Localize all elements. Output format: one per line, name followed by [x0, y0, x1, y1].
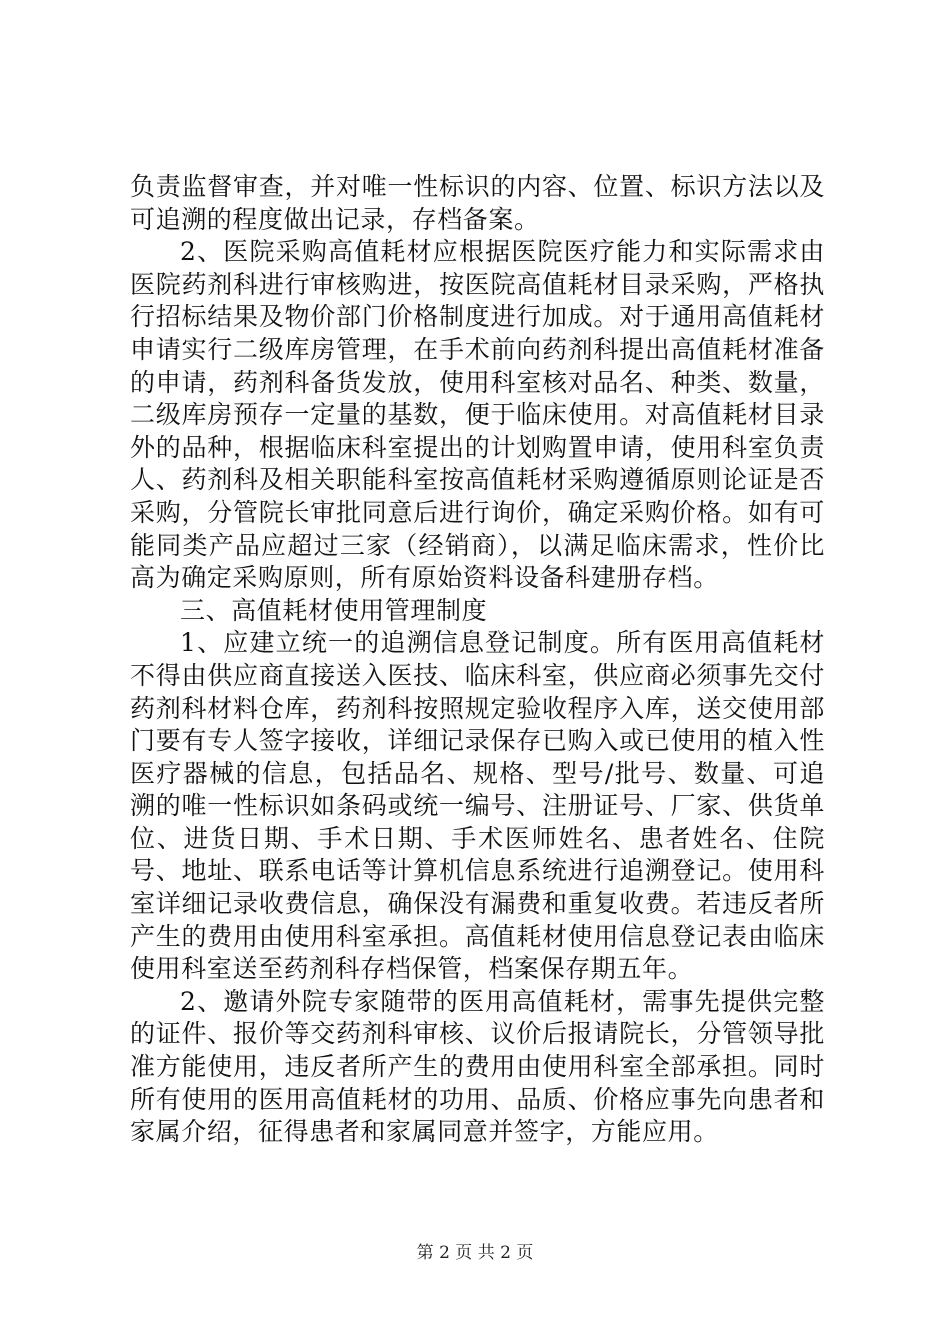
- section-heading-usage-management: 三、高值耗材使用管理制度: [180, 595, 488, 625]
- paragraph-procurement: 2、医院采购高值耗材应根据医院医疗能力和实际需求由医院药剂科进行审核购进，按医院高值耗材目录采购，严格执行招标结果及物价部门价格制度进行加成。对于通用高值耗材申请实行二级库房管理，在手术前向药剂科提出高值耗材准备的申请，药剂科备货发放，使用科室核对品名、种类、数量，二级库房预存一定量的基数，便于临床使用。对高值耗材目录外的品种，根据临床科室提出的计划购置申请，使用科室负责人、药剂科及相关职能科室按高值耗材采购遵循原则论证是否采购，分管院长审批同意后进行询价，确定采购价格。如有可能同类产品应超过三家（经销商），以满足临床需求，性价比高为确定采购原则，所有原始资料设备科建册存档。: [130, 237, 825, 593]
- paragraph-traceability: 1、应建立统一的追溯信息登记制度。所有医用高值耗材不得由供应商直接送入医技、临床科室，供应商必须事先交付药剂科材料仓库，药剂科按照规定验收程序入库，送交使用部门要有专人签字接收，详细记录保存已购入或已使用的植入性医疗器械的信息，包括品名、规格、型号/批号、数量、可追溯的唯一性标识如条码或统一编号、注册证号、厂家、供货单位、进货日期、手术日期、手术医师姓名、患者姓名、住院号、地址、联系电话等计算机信息系统进行追溯登记。使用科室详细记录收费信息，确保没有漏费和重复收费。若违反者所产生的费用由使用科室承担。高值耗材使用信息登记表由临床使用科室送至药剂科存档保管，档案保存期五年。: [130, 628, 825, 984]
- paragraph-external-experts: 2、邀请外院专家随带的医用高值耗材，需事先提供完整的证件、报价等交药剂科审核、议价后报请院长，分管领导批准方能使用，违反者所产生的费用由使用科室全部承担。同时所有使用的医用高值耗材的功用、品质、价格应事先向患者和家属介绍，征得患者和家属同意并签字，方能应用。: [130, 986, 825, 1147]
- page-footer: 第 2 页 共 2 页: [416, 1243, 534, 1263]
- document-body: [130, 171, 825, 1149]
- paragraph-continuation: 负责监督审查，并对唯一性标识的内容、位置、标识方法以及可追溯的程度做出记录，存档备案。: [130, 172, 825, 234]
